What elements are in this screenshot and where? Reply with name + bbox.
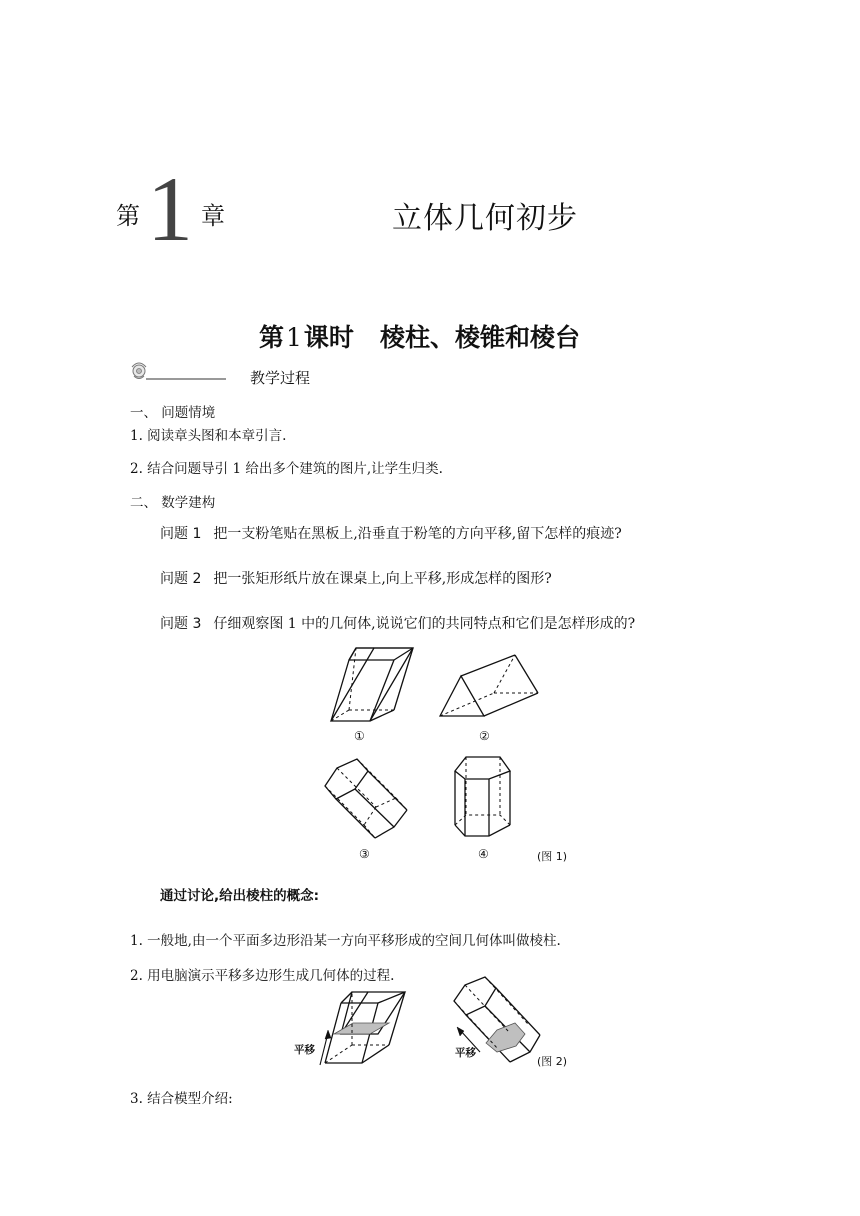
chapter-number: 1 xyxy=(147,158,193,260)
lesson-title-mid: 课时 xyxy=(303,323,354,352)
question-text: 把一支粉笔贴在黑板上,沿垂直于粉笔的方向平移,留下怎样的痕迹? xyxy=(213,526,622,542)
translate-label: 平移 xyxy=(455,1047,476,1059)
question-label: 问题 3 xyxy=(160,616,202,632)
section-heading-1: 一、 问题情境 xyxy=(130,405,216,421)
figure-caption: (图 2) xyxy=(537,1055,568,1068)
figure-label: ③ xyxy=(359,847,370,861)
question-label: 问题 2 xyxy=(160,571,202,587)
chapter-prefix: 第 xyxy=(116,202,140,230)
section-heading-2: 二、 数学建构 xyxy=(130,495,216,511)
question-label: 问题 1 xyxy=(160,526,202,542)
figure-2-left xyxy=(320,992,405,1065)
question-text: 仔细观察图 1 中的几何体,说说它们的共同特点和它们是怎样形成的? xyxy=(213,616,636,632)
prism-figure-4 xyxy=(455,757,510,836)
list-item: 2. 结合问题导引 1 给出多个建筑的图片,让学生归类. xyxy=(130,461,443,477)
prism-figure-1 xyxy=(331,648,413,721)
translate-label: 平移 xyxy=(294,1044,315,1056)
figure-label: ② xyxy=(479,729,490,743)
figure-label: ④ xyxy=(478,847,489,861)
discussion-heading: 通过讨论,给出棱柱的概念: xyxy=(160,888,320,904)
chapter-title: 立体几何初步 xyxy=(392,201,578,236)
chapter-suffix: 章 xyxy=(201,202,225,230)
lesson-number: 1 xyxy=(286,323,302,352)
list-item: 3. 结合模型介绍: xyxy=(130,1091,233,1107)
question-text: 把一张矩形纸片放在课桌上,向上平移,形成怎样的图形? xyxy=(213,571,552,587)
list-item: 2. 用电脑演示平移多边形生成几何体的过程. xyxy=(130,968,395,984)
figure-caption: (图 1) xyxy=(537,850,568,863)
process-heading: 教学过程 xyxy=(250,369,311,387)
list-item: 1. 一般地,由一个平面多边形沿某一方向平移形成的空间几何体叫做棱柱. xyxy=(130,933,561,949)
prism-figure-2 xyxy=(440,655,538,716)
figure-label: ① xyxy=(354,729,365,743)
lesson-title-prefix: 第 xyxy=(259,323,285,352)
lesson-topic: 棱柱、棱锥和棱台 xyxy=(379,323,580,352)
list-item: 1. 阅读章头图和本章引言. xyxy=(130,428,287,444)
prism-figure-3 xyxy=(325,759,407,838)
